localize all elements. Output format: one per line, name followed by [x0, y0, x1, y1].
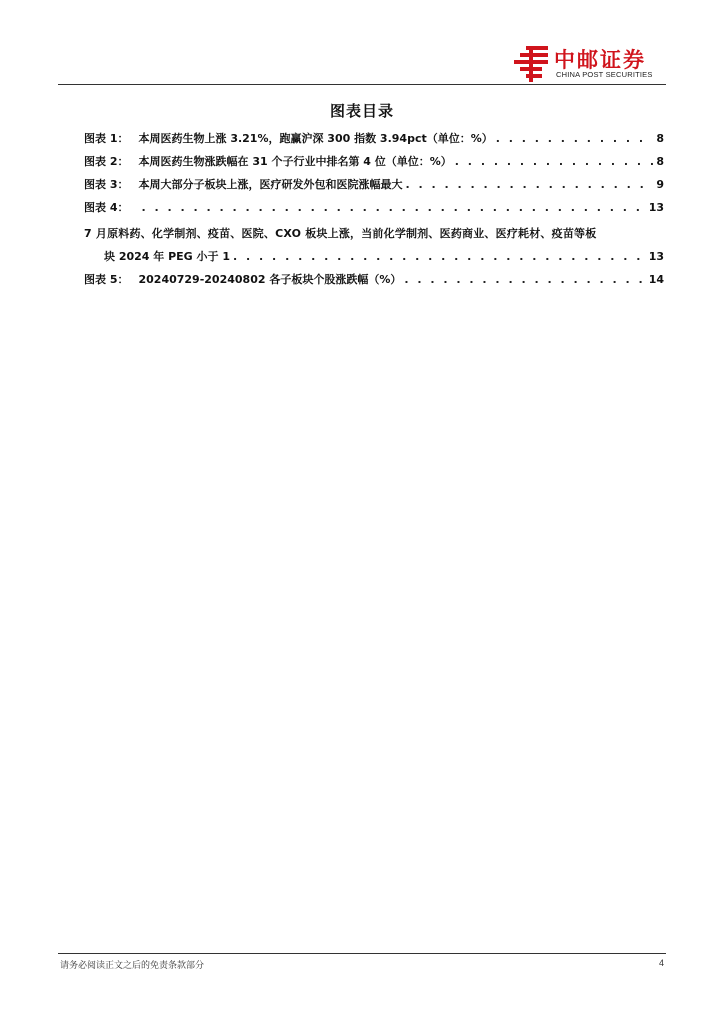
company-logo — [512, 44, 672, 84]
toc-title: 图表目录 — [329, 102, 394, 120]
toc-entry-caption-line-1: 7 月原料药、化学制剂、疫苗、医院、CXO 板块上涨，当前化学制剂、医药商业、医疗耗材、疫苗等板 — [84, 227, 597, 240]
toc-entry-figure-2[interactable] — [84, 153, 664, 176]
toc-entry-page: 14 — [648, 273, 664, 286]
toc-entry-label: 图表 2： — [84, 155, 129, 168]
header-divider — [58, 84, 666, 85]
footer-divider — [58, 953, 666, 954]
toc-entry-caption: 本周医药生物上涨 3.21%，跑赢沪深 300 指数 3.94pct（单位：%） — [138, 132, 493, 145]
toc-entry-label: 图表 4： — [84, 201, 129, 214]
toc-entry-figure-4-caption-continued[interactable] — [84, 248, 664, 271]
logo-english-name: CHINA POST SECURITIES — [556, 70, 653, 79]
logo-chinese-name: 中邮证券 — [554, 48, 646, 72]
toc-entry-caption: 本周大部分子板块上涨，医疗研发外包和医院涨幅最大 — [138, 178, 403, 191]
toc-entry-label: 图表 3： — [84, 178, 129, 191]
toc-dot-leader — [233, 250, 646, 263]
toc-entry-figure-5[interactable] — [84, 271, 664, 294]
toc-entry-page: 8 — [656, 155, 664, 168]
toc-entry-figure-4[interactable] — [84, 199, 664, 222]
table-of-figures — [84, 130, 664, 294]
toc-entry-page: 13 — [648, 250, 664, 263]
toc-dot-leader — [141, 201, 645, 214]
toc-entry-page: 8 — [656, 132, 664, 145]
toc-dot-leader — [455, 155, 654, 168]
toc-entry-page: 13 — [648, 201, 664, 214]
toc-entry-caption: 本周医药生物涨跌幅在 31 个子行业中排名第 4 位（单位：%） — [138, 155, 452, 168]
toc-entry-page: 9 — [656, 178, 664, 191]
footer-page-number: 4 — [658, 958, 664, 968]
toc-entry-label: 图表 1： — [84, 132, 129, 145]
china-post-logo-icon — [512, 44, 550, 82]
toc-dot-leader — [496, 132, 654, 145]
toc-entry-label: 图表 5： — [84, 273, 129, 286]
toc-dot-leader — [404, 273, 645, 286]
toc-entry-caption-line-2: 块 2024 年 PEG 小于 1 — [104, 250, 231, 263]
toc-entry-figure-1[interactable] — [84, 130, 664, 153]
toc-entry-figure-4-caption[interactable] — [84, 225, 664, 248]
toc-entry-caption: 20240729-20240802 各子板块个股涨跌幅（%） — [138, 273, 402, 286]
toc-entry-figure-3[interactable] — [84, 176, 664, 199]
page-header — [0, 0, 724, 86]
footer-disclaimer: 请务必阅读正文之后的免责条款部分 — [60, 961, 205, 971]
toc-dot-leader — [405, 178, 653, 191]
